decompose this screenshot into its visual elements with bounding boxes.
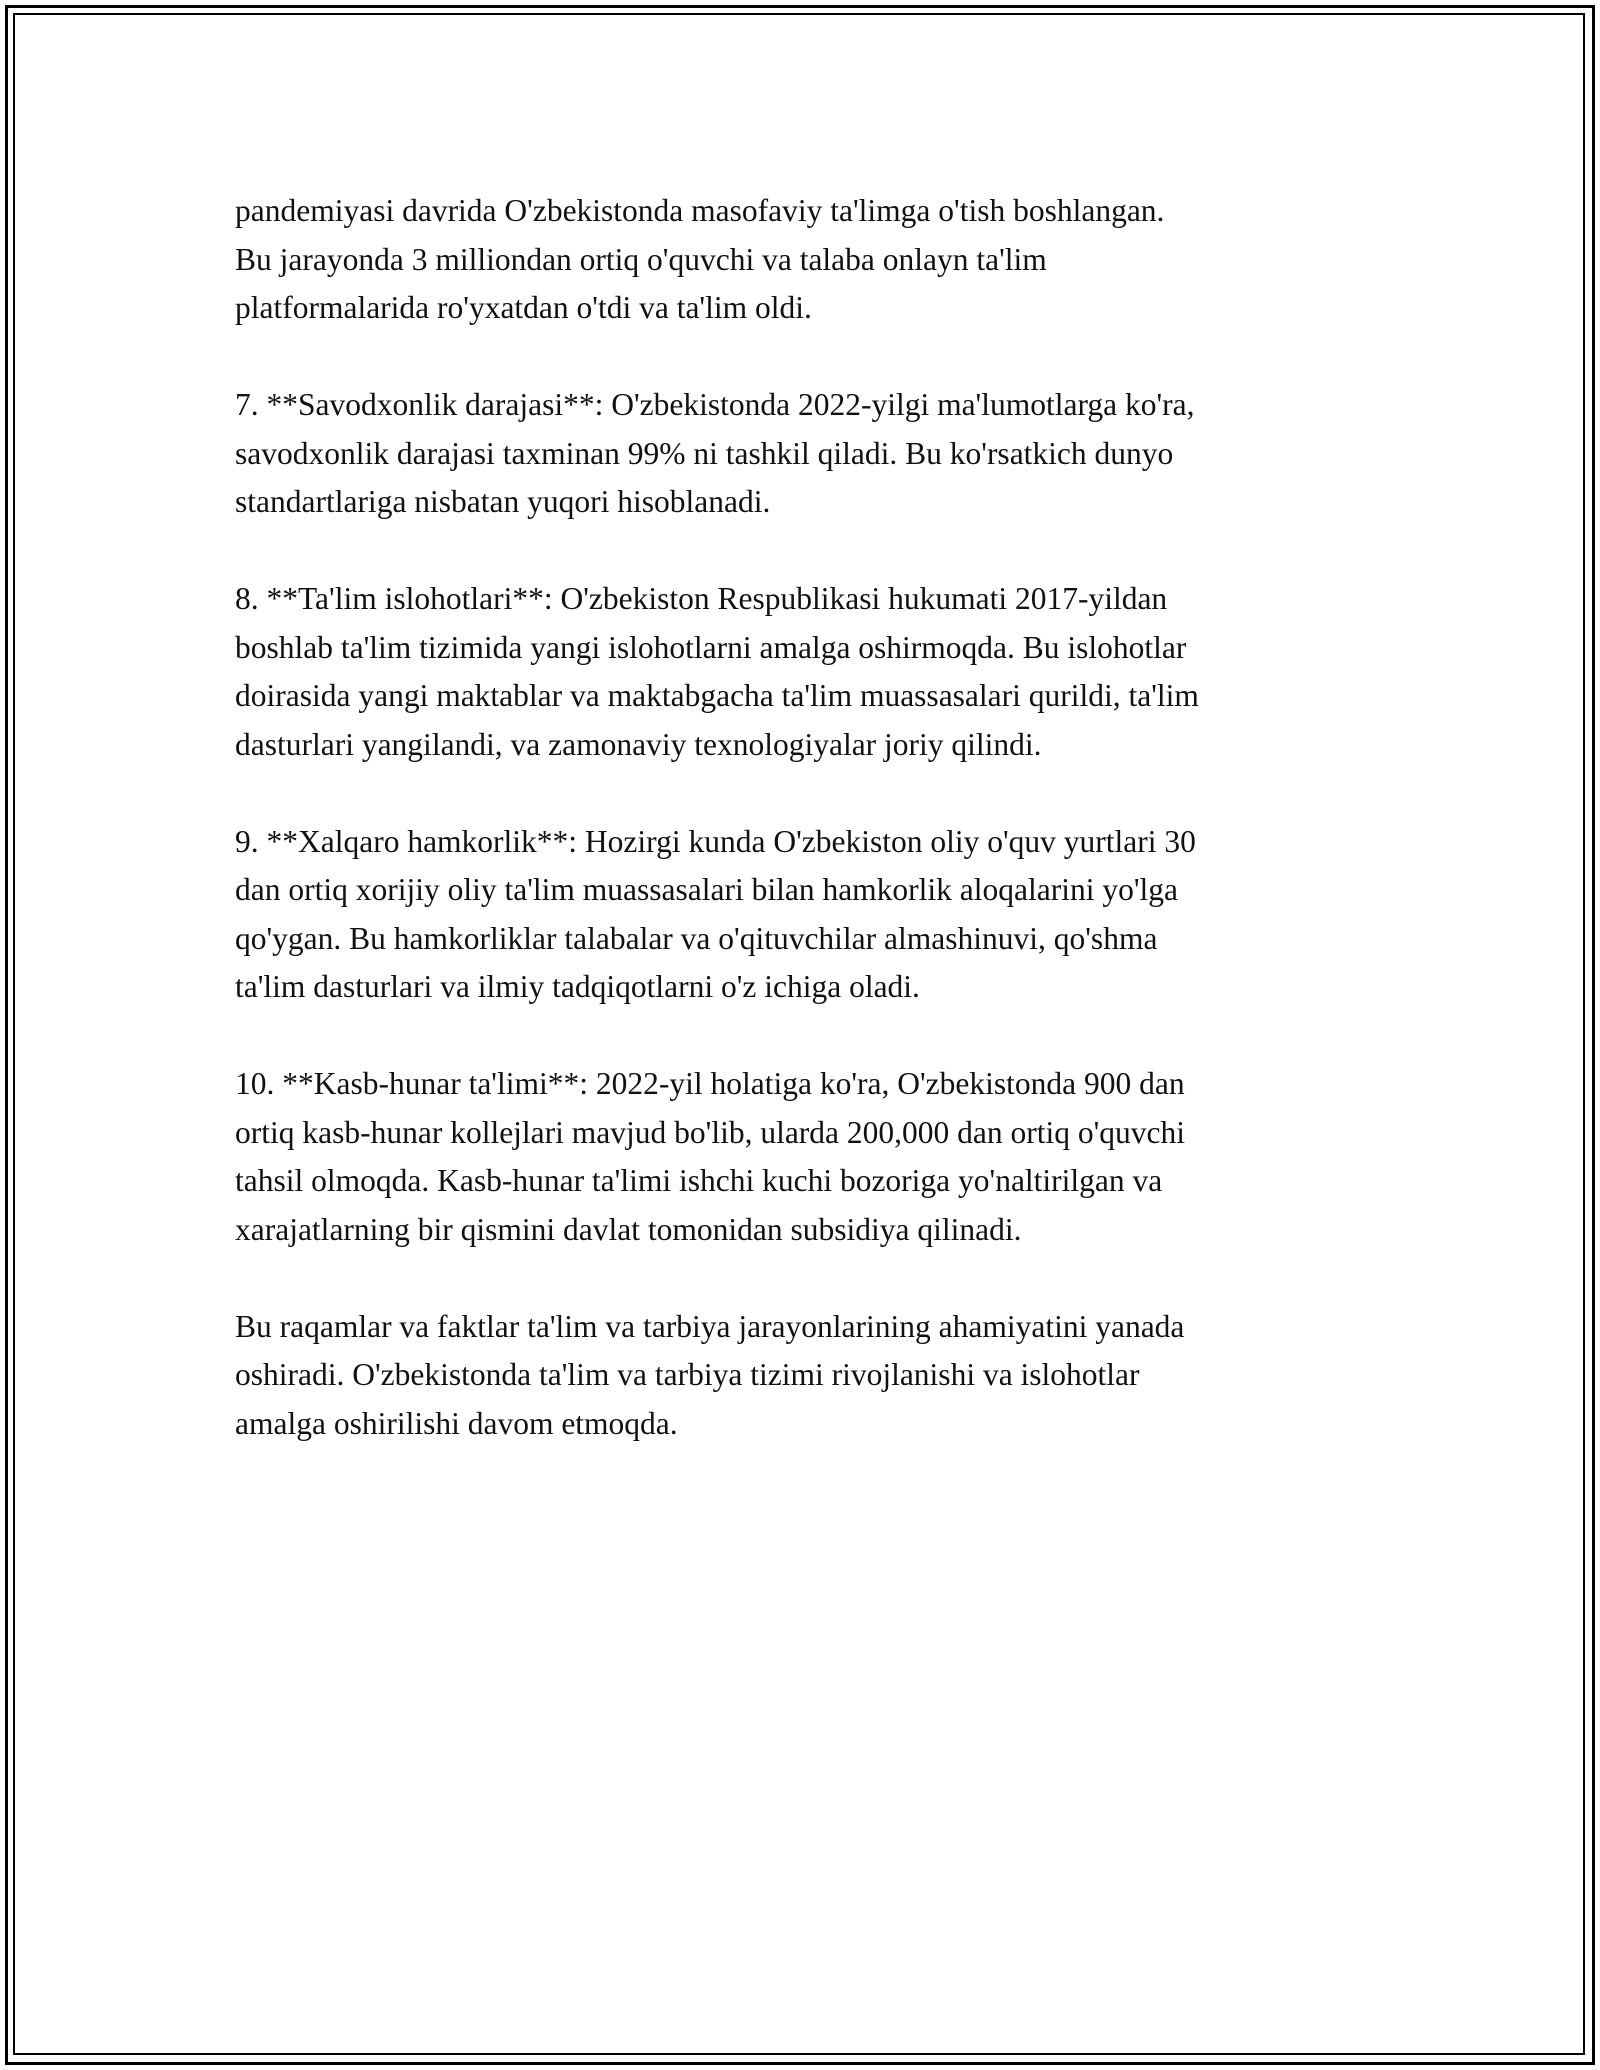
paragraph-literacy-rate: 7. **Savodxonlik darajasi**: O'zbekistonda 2022-yilgi ma'lumotlarga ko'ra, savodxonlik darajasi taxminan 99% ni tashkil qiladi. Bu ko'rsatkich dunyo standartlariga nisbatan yuqori hisoblanadi. [235, 387, 1195, 519]
paragraph-conclusion: Bu raqamlar va faktlar ta'lim va tarbiya jarayonlarining ahamiyatini yanada oshiradi. O'zbekistonda ta'lim va tarbiya tizimi rivojlanishi va islohotlar amalga oshirilishi davom etmoqda. [235, 1308, 1185, 1441]
paragraph-education-reforms: 8. **Ta'lim islohotlari**: O'zbekiston Respublikasi hukumati 2017-yildan boshlab ta'lim tizimida yangi islohotlarni amalga oshirmoqda. Bu islohotlar doirasida yangi maktablar va maktabgacha ta'lim muassasalari qurildi, ta'lim dasturlari yangilandi, va zamonaviy texnologiyalar joriy qilindi. [235, 581, 1199, 762]
paragraph-vocational-education: 10. **Kasb-hunar ta'limi**: 2022-yil holatiga ko'ra, O'zbekistonda 900 dan ortiq kasb-hunar kollejlari mavjud bo'lib, ularda 200,000 dan ortiq o'quvchi tahsil olmoqda. Kasb-hunar ta'limi ishchi kuchi bozoriga yo'naltirilgan va xarajatlarning bir qismini davlat tomonidan subsidiya qilinadi. [235, 1066, 1186, 1247]
paragraph-international-cooperation: 9. **Xalqaro hamkorlik**: Hozirgi kunda O'zbekiston oliy o'quv yurtlari 30 dan ortiq xorijiy oliy ta'lim muassasalari bilan hamkorlik aloqalarini yo'lga qo'ygan. Bu hamkorliklar talabalar va o'qituvchilar almashinuvi, qo'shma ta'lim dasturlari va ilmiy tadqiqotlarni o'z ichiga oladi. [235, 823, 1196, 1004]
document-body [235, 187, 1375, 1497]
paragraph-pandemic-continuation: pandemiyasi davrida O'zbekistonda masofaviy ta'limga o'tish boshlangan. Bu jarayonda 3 milliondan ortiq o'quvchi va talaba onlayn ta'lim platformalarida ro'yxatdan o'tdi va ta'lim oldi. [235, 193, 1165, 325]
